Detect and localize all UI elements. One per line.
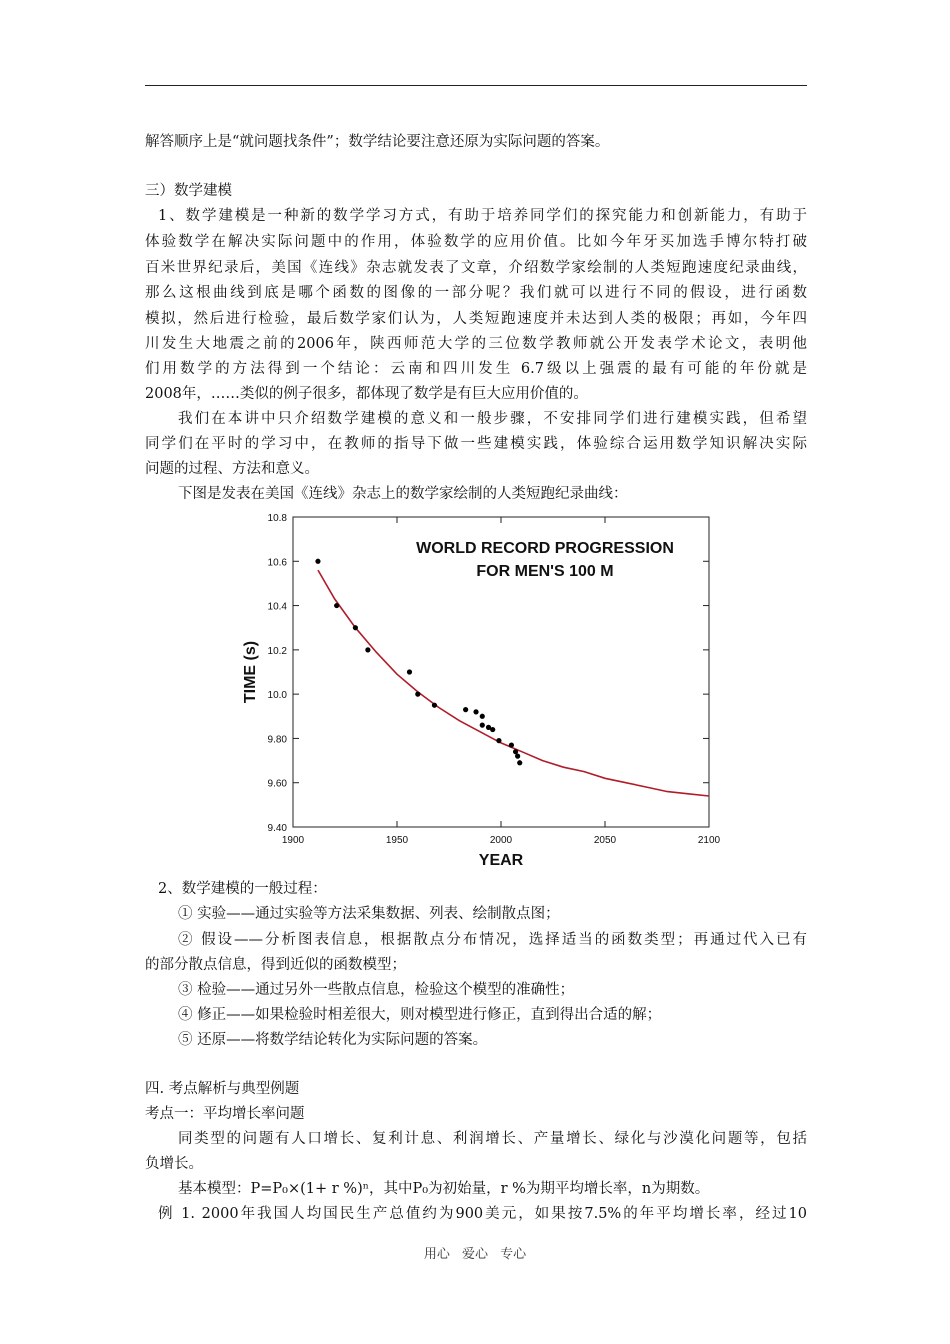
y-tick-label: 10.4	[267, 601, 287, 613]
x-tick-label: 2100	[697, 835, 721, 846]
paragraph-line: 负增长。	[145, 1156, 203, 1172]
data-point	[432, 703, 437, 708]
section-heading-process: 2、数学建模的一般过程：	[158, 881, 327, 897]
data-point	[407, 669, 412, 674]
paragraph-line: 模拟，然后进行检验，最后数学家们认为，人类短跑速度并未达到人类的极限；再如，今年四	[145, 311, 807, 327]
header-rule	[145, 85, 807, 86]
x-axis-label: YEAR	[478, 852, 524, 869]
data-point	[480, 723, 485, 728]
data-point	[496, 738, 501, 743]
chart-title-line1: WORLD RECORD PROGRESSION	[416, 540, 674, 557]
data-point	[517, 760, 522, 765]
data-point	[473, 709, 478, 714]
example-1: 例 1. 2000年我国人均国民生产总值约为900美元，如果按7.5%的年平均增长率，经过10	[158, 1206, 807, 1222]
data-point	[515, 754, 520, 759]
data-point	[415, 692, 420, 697]
data-point	[509, 742, 514, 747]
data-point	[353, 625, 358, 630]
paragraph-line: 2008年，……类似的例子很多，都体现了数学是有巨大应用价值的。	[145, 386, 588, 402]
x-tick-label: 2000	[489, 835, 513, 846]
record-progression-chart	[235, 505, 725, 875]
data-point	[334, 603, 339, 608]
x-tick-label: 2050	[593, 835, 617, 846]
page-footer: 用心 爱心 专心	[423, 1247, 527, 1262]
y-tick-label: 10.8	[267, 513, 287, 524]
topic-heading: 考点一：平均增长率问题	[145, 1106, 305, 1122]
paragraph-line: 同学们在平时的学习中，在教师的指导下做一些建模实践，体验综合运用数学知识解决实际	[145, 436, 807, 452]
section-heading-modeling: 三）数学建模	[145, 183, 232, 199]
paragraph-line: 1、数学建模是一种新的数学学习方式，有助于培养同学们的探究能力和创新能力，有助于	[158, 208, 807, 224]
step-restore: ⑤ 还原——将数学结论转化为实际问题的答案。	[178, 1032, 488, 1048]
data-point	[463, 707, 468, 712]
step-hypothesis: ② 假设——分析图表信息，根据散点分布情况，选择适当的函数类型；再通过代入已有	[178, 932, 807, 948]
paragraph-line: 我们在本讲中只介绍数学建模的意义和一般步骤，不安排同学们进行建模实践，但希望	[178, 411, 807, 427]
data-point	[315, 559, 320, 564]
data-point	[480, 714, 485, 719]
step-hypothesis-cont: 的部分散点信息，得到近似的函数模型；	[145, 957, 406, 973]
step-experiment: ① 实验——通过实验等方法采集数据、列表、绘制散点图；	[178, 906, 560, 922]
paragraph-line: 问题的过程、方法和意义。	[145, 461, 319, 477]
paragraph-line: 们用数学的方法得到一个结论：云南和四川发生 6.7级以上强震的最有可能的年份就是	[145, 361, 807, 377]
paragraph-line: 同类型的问题有人口增长、复利计息、利润增长、产量增长、绿化与沙漠化问题等，包括	[178, 1131, 807, 1147]
y-tick-label: 9.80	[267, 734, 287, 746]
y-tick-label: 9.40	[267, 823, 287, 834]
paragraph-line: 体验数学在解决实际问题中的作用，体验数学的应用价值。比如今年牙买加选手博尔特打破	[145, 234, 807, 250]
paragraph-line: 那么这根曲线到底是哪个函数的图像的一部分呢？我们就可以进行不同的假设，进行函数	[145, 285, 807, 301]
y-tick-label: 9.60	[267, 778, 287, 790]
chart-title-line2: FOR MEN'S 100 M	[476, 563, 614, 580]
basic-model-formula: 基本模型：P=P₀×(1+ r %)ⁿ，其中P₀为初始量，r %为期平均增长率，n为期数。	[178, 1181, 710, 1197]
paragraph-line: 川发生大地震之前的2006年，陕西师范大学的三位数学教师就公开发表学术论文，表明他	[145, 336, 807, 352]
step-revise: ④ 修正——如果检验时相差很大，则对模型进行修正，直到得出合适的解；	[178, 1007, 662, 1023]
section-heading-analysis: 四. 考点解析与典型例题	[145, 1081, 300, 1097]
data-point	[513, 749, 518, 754]
paragraph-line: 百米世界纪录后，美国《连线》杂志就发表了文章，介绍数学家绘制的人类短跑速度纪录曲线，	[145, 260, 807, 276]
figure-intro: 下图是发表在美国《连线》杂志上的数学家绘制的人类短跑纪录曲线：	[178, 486, 628, 502]
y-axis-label: TIME (s)	[242, 640, 259, 704]
paragraph-conclusion: 解答顺序上是“就问题找条件”；数学结论要注意还原为实际问题的答案。	[145, 134, 610, 150]
y-tick-label: 10.2	[267, 645, 287, 657]
y-tick-label: 10.6	[267, 557, 287, 569]
x-tick-label: 1900	[281, 835, 305, 846]
step-verify: ③ 检验——通过另外一些散点信息，检验这个模型的准确性；	[178, 982, 575, 998]
data-point	[365, 647, 370, 652]
data-point	[490, 727, 495, 732]
y-tick-label: 10.0	[267, 690, 287, 702]
x-tick-label: 1950	[385, 835, 409, 846]
